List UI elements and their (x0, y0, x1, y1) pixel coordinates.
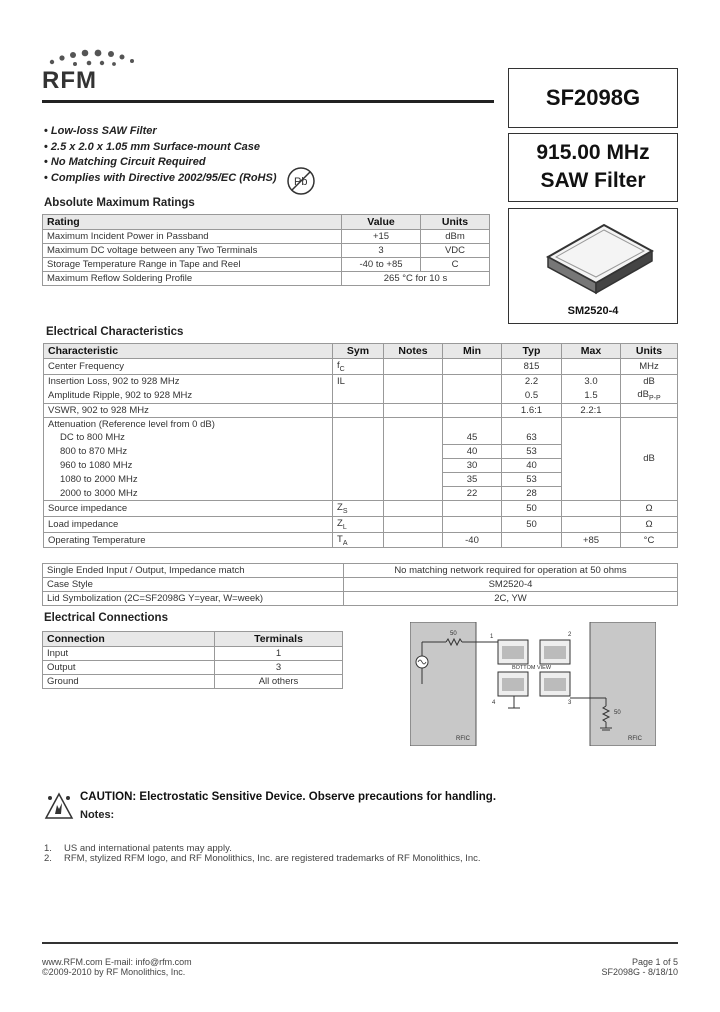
footer-rule (42, 942, 678, 944)
cell (443, 403, 502, 417)
table-row (44, 388, 678, 403)
caution-text: CAUTION: Electrostatic Sensitive Device. Observe precautions for handling. (80, 791, 497, 803)
cell: dBm (421, 230, 490, 244)
misc-table (42, 563, 678, 606)
table-row (44, 403, 678, 417)
cell: C (421, 258, 490, 272)
cell: 35 (443, 472, 502, 486)
cell: VSWR, 902 to 928 MHz (44, 403, 333, 417)
col-notes: Notes (384, 344, 443, 359)
cell: 815 (502, 359, 562, 375)
cell: DC to 800 MHz (44, 431, 333, 445)
sym: Z (337, 517, 343, 529)
cell (621, 403, 678, 417)
part-number: SF2098G (508, 68, 678, 128)
conn-title: Electrical Connections (44, 612, 168, 624)
feature-item: • Complies with Directive 2002/95/EC (RoHS) (44, 171, 277, 187)
cell: Insertion Loss, 902 to 928 MHz (44, 374, 333, 388)
cell: -40 (443, 532, 502, 548)
rfic-label: RFIC (628, 736, 642, 742)
table-row (43, 647, 343, 661)
frequency: 915.00 MHz (536, 141, 650, 164)
sym: Z (337, 501, 343, 513)
cell (333, 359, 384, 375)
cell: IL (333, 374, 384, 388)
cell: 63 (502, 431, 562, 445)
table-row (43, 564, 678, 578)
col-sym: Sym (333, 344, 384, 359)
cell: 2000 to 3000 MHz (44, 486, 333, 500)
cell (384, 532, 443, 548)
note-number: 1. (44, 843, 52, 854)
cell (384, 359, 443, 375)
footer-web: www.RFM.com E-mail: info@rfm.com (42, 957, 192, 967)
cell: 2C, YW (344, 592, 678, 606)
feature-list (44, 124, 277, 186)
cell: 40 (443, 444, 502, 458)
cell: Load impedance (44, 516, 333, 532)
elec-title: Electrical Characteristics (46, 326, 184, 338)
cell (384, 516, 443, 532)
cell: MHz (621, 359, 678, 375)
note-number: 2. (44, 853, 52, 864)
abs-max-table (42, 214, 490, 286)
cell: 3 (342, 244, 421, 258)
cell: Amplitude Ripple, 902 to 928 MHz (44, 388, 333, 403)
col-connection: Connection (43, 632, 215, 647)
cell (333, 417, 384, 500)
col-typ: Typ (502, 344, 562, 359)
pb-free-icon (286, 166, 316, 196)
cell (502, 417, 562, 431)
footer-copyright: ©2009-2010 by RF Monolithics, Inc. (42, 967, 186, 977)
package-label: SM2520-4 (567, 305, 619, 317)
cell: 1.5 (562, 388, 621, 403)
cell (562, 359, 621, 375)
cell (384, 388, 443, 403)
cell: 1080 to 2000 MHz (44, 472, 333, 486)
feature-item: • No Matching Circuit Required (44, 155, 277, 171)
pin-label: 2 (568, 632, 572, 638)
cell (384, 403, 443, 417)
col-terminals: Terminals (215, 632, 343, 647)
table-row (44, 516, 678, 532)
cell: +85 (562, 532, 621, 548)
cell: 3 (215, 661, 343, 675)
pb-mark: Pb (294, 176, 308, 188)
cell: dB (621, 374, 678, 388)
connection-diagram (410, 622, 656, 746)
cell (443, 500, 502, 516)
cell: Attenuation (Reference level from 0 dB) (44, 417, 333, 431)
frequency-box (508, 133, 678, 202)
pin-label: 1 (490, 634, 494, 640)
rfm-logo (42, 48, 142, 90)
note-text: US and international patents may apply. (64, 843, 232, 854)
product-type: SAW Filter (540, 169, 646, 192)
resistor-value: 50 (450, 631, 457, 637)
cell (562, 417, 621, 500)
sym-sub: A (342, 539, 348, 547)
sym-sub: C (339, 365, 345, 373)
table-row (44, 532, 678, 548)
cell: SM2520-4 (344, 578, 678, 592)
cell: 45 (443, 431, 502, 445)
cell (443, 359, 502, 375)
cell: 40 (502, 458, 562, 472)
abs-max-title: Absolute Maximum Ratings (44, 197, 195, 209)
cell (384, 500, 443, 516)
cell: 22 (443, 486, 502, 500)
package-drawing (534, 217, 654, 297)
package-box (508, 208, 678, 324)
col-value: Value (342, 215, 421, 230)
table-row (44, 374, 678, 388)
cell: 50 (502, 500, 562, 516)
cell: Case Style (43, 578, 344, 592)
cell (333, 532, 384, 548)
feature-item: • Low-loss SAW Filter (44, 124, 277, 140)
cell: dB (621, 417, 678, 500)
sym-sub: L (342, 523, 347, 531)
cell: 265 °C for 10 s (342, 272, 490, 286)
cell: 0.5 (502, 388, 562, 403)
cell: Source impedance (44, 500, 333, 516)
cell: Lid Symbolization (2C=SF2098G Y=year, W=week) (43, 592, 344, 606)
cell (333, 388, 384, 403)
table-row (43, 578, 678, 592)
table-row (43, 258, 490, 272)
cell: 2.2 (502, 374, 562, 388)
cell: 800 to 870 MHz (44, 444, 333, 458)
cell: VDC (421, 244, 490, 258)
cell: 50 (502, 516, 562, 532)
cell: Storage Temperature Range in Tape and Reel (43, 258, 342, 272)
cell: Ground (43, 675, 215, 689)
col-characteristic: Characteristic (44, 344, 333, 359)
cell (333, 516, 384, 532)
cell (333, 500, 384, 516)
cell: Ω (621, 500, 678, 516)
units-sub: P-P (648, 394, 661, 402)
note-text: RFM, stylized RFM logo, and RF Monolithics, Inc. are registered trademarks of RF Monolithics, Inc. (64, 853, 481, 864)
cell: 28 (502, 486, 562, 500)
cell: +15 (342, 230, 421, 244)
elec-table (43, 343, 678, 548)
cell: All others (215, 675, 343, 689)
sym: T (337, 533, 343, 545)
cell (621, 388, 678, 403)
cell: 53 (502, 444, 562, 458)
cell (562, 516, 621, 532)
col-units: Units (621, 344, 678, 359)
load-value: 50 (614, 710, 621, 716)
cell: -40 to +85 (342, 258, 421, 272)
cell: No matching network required for operation at 50 ohms (344, 564, 678, 578)
logo-text: RFM (42, 67, 97, 90)
cell: 1 (215, 647, 343, 661)
sym: f (337, 360, 340, 371)
cell: Maximum Incident Power in Passband (43, 230, 342, 244)
cell (384, 374, 443, 388)
cell: Maximum Reflow Soldering Profile (43, 272, 342, 286)
table-row (44, 500, 678, 516)
cell (384, 417, 443, 500)
sym-sub: S (342, 507, 348, 515)
col-min: Min (443, 344, 502, 359)
cell (502, 532, 562, 548)
col-units: Units (421, 215, 490, 230)
cell: Single Ended Input / Output, Impedance match (43, 564, 344, 578)
bottom-view-label: BOTTOM VIEW (512, 665, 552, 671)
header-rule (42, 100, 494, 103)
cell (443, 516, 502, 532)
cell (333, 403, 384, 417)
pin-label: 3 (568, 700, 572, 706)
cell: °C (621, 532, 678, 548)
cell: 30 (443, 458, 502, 472)
conn-table (42, 631, 343, 689)
cell: Center Frequency (44, 359, 333, 375)
table-row (43, 230, 490, 244)
cell: 1.6:1 (502, 403, 562, 417)
table-row (43, 592, 678, 606)
footer-page: Page 1 of 5 (631, 957, 678, 967)
cell: 960 to 1080 MHz (44, 458, 333, 472)
table-row (43, 675, 343, 689)
cell: Output (43, 661, 215, 675)
cell: Maximum DC voltage between any Two Terminals (43, 244, 342, 258)
notes-title: Notes: (80, 809, 115, 821)
rfic-label: RFIC (456, 736, 470, 742)
col-max: Max (562, 344, 621, 359)
cell: 3.0 (562, 374, 621, 388)
table-row (43, 272, 490, 286)
footer-doc: SF2098G - 8/18/10 (601, 967, 678, 977)
cell (443, 388, 502, 403)
cell: Operating Temperature (44, 532, 333, 548)
cell: Ω (621, 516, 678, 532)
table-row (44, 359, 678, 375)
cell (443, 374, 502, 388)
table-row (43, 661, 343, 675)
cell (443, 417, 502, 431)
cell (562, 500, 621, 516)
esd-warning-icon (44, 792, 74, 822)
units: dB (637, 388, 649, 400)
cell: 53 (502, 472, 562, 486)
table-row (43, 244, 490, 258)
table-row (44, 417, 678, 431)
cell: Input (43, 647, 215, 661)
col-rating: Rating (43, 215, 342, 230)
cell: 2.2:1 (562, 403, 621, 417)
pin-label: 4 (492, 700, 496, 706)
feature-item: • 2.5 x 2.0 x 1.05 mm Surface-mount Case (44, 140, 277, 156)
